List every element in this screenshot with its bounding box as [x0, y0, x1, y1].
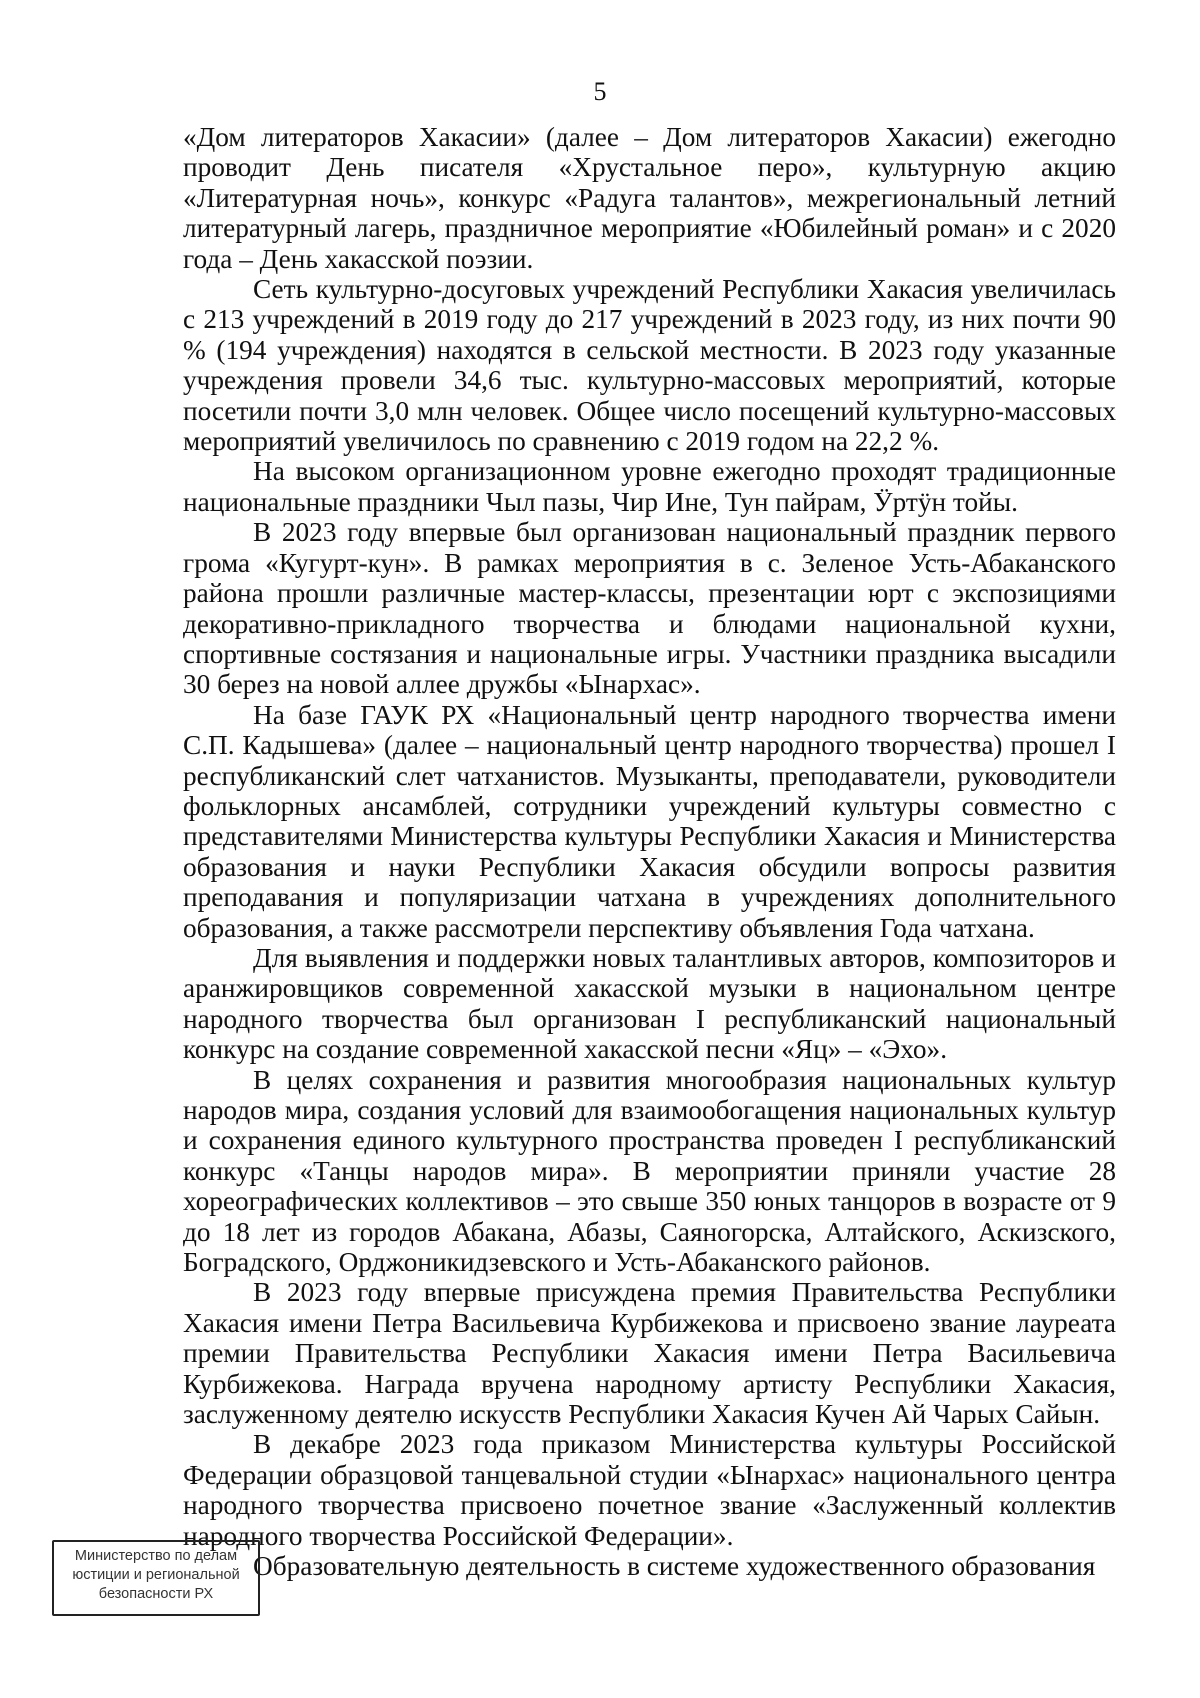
paragraph-4: В 2023 году впервые был организован национальный праздник первого грома «Кугурт-кун». В рамках мероприятия в с. Зеленое Усть-Абаканского района прошли различные мастер-классы, презентации юрт с экспозициями декоративно-прикладного творчества и блюдами национальной кухни, спортивные состязания и национальные игры. Участники праздника высадили 30 берез на новой аллее дружбы «Ынархас». [183, 517, 1116, 700]
paragraph-7: В целях сохранения и развития многообразия национальных культур народов мира, создания условий для взаимообогащения национальных культур и сохранения единого культурного пространства проведен I республиканский конкурс «Танцы народов мира». В мероприятии приняли участие 28 хореографических коллективов – это свыше 350 юных танцоров в возрасте от 9 до 18 лет из городов Абакана, Абазы, Саяногорска, Алтайского, Аскизского, Боградского, Орджоникидзевского и Усть-Абаканского районов. [183, 1064, 1116, 1278]
paragraph-8: В 2023 году впервые присуждена премия Правительства Республики Хакасия имени Петра Васильевича Курбижекова и присвоено звание лауреата премии Правительства Республики Хакасия имени Петра Васильевича Курбижекова. Награда вручена народному артисту Республики Хакасия, заслуженному деятелю искусств Республики Хакасия Кучен Ай Чарых Сайын. [183, 1277, 1116, 1430]
paragraph-5: На базе ГАУК РХ «Национальный центр народного творчества имени С.П. Кадышева» (далее – национальный центр народного творчества) прошел I республиканский слет чатханистов. Музыканты, преподаватели, руководители фольклорных ансамблей, сотрудники учреждений культуры совместно с представителями Министерства культуры Республики Хакасия и Министерства образования и науки Республики Хакасия обсудили вопросы развития преподавания и популяризации чатхана в учреждениях дополнительного образования, а также рассмотрели перспективу объявления Года чатхана. [183, 699, 1116, 943]
paragraph-3: На высоком организационном уровне ежегодно проходят традиционные национальные праздники Чыл пазы, Чир Ине, Тун пайрам, Ӱртӱн тойы. [183, 456, 1116, 517]
paragraph-2: Сеть культурно-досуговых учреждений Республики Хакасия увеличилась с 213 учреждений в 2019 году до 217 учреждений в 2023 году, из них почти 90 % (194 учреждения) находятся в сельской местности. В 2023 году указанные учреждения провели 34,6 тыс. культурно-массовых мероприятий, которые посетили почти 3,0 млн человек. Общее число посещений культурно-массовых мероприятий увеличилось по сравнению с 2019 годом на 22,2 %. [183, 274, 1116, 457]
paragraph-10: Образовательную деятельность в системе художественного образования [253, 1551, 1096, 1582]
page-number: 5 [593, 77, 607, 106]
stamp-line-1: Министерство по делам [74, 1548, 238, 1564]
paragraph-9: В декабре 2023 года приказом Министерства культуры Российской Федерации образцовой танцевальной студии «Ынархас» национального центра народного творчества присвоено почетное звание «Заслуженный коллектив народного творчества Российской Федерации». [183, 1429, 1116, 1551]
stamp-line-2: юстиции и региональной [72, 1567, 240, 1583]
paragraph-6: Для выявления и поддержки новых талантливых авторов, композиторов и аранжировщиков современной хакасской музыки в национальном центре народного творчества был организован I республиканский национальный конкурс на создание современной хакасской песни «Яц» – «Эхо». [183, 942, 1116, 1065]
document-body [183, 122, 1116, 1582]
stamp-line-3: безопасности РХ [98, 1586, 214, 1602]
ministry-stamp [52, 1540, 260, 1616]
paragraph-1: «Дом литераторов Хакасии» (далее – Дом литераторов Хакасии) ежегодно проводит День писателя «Хрустальное перо», культурную акцию «Литературная ночь», конкурс «Радуга талантов», межрегиональный летний литературный лагерь, праздничное мероприятие «Юбилейный роман» и с 2020 года – День хакасской поэзии. [183, 122, 1116, 274]
